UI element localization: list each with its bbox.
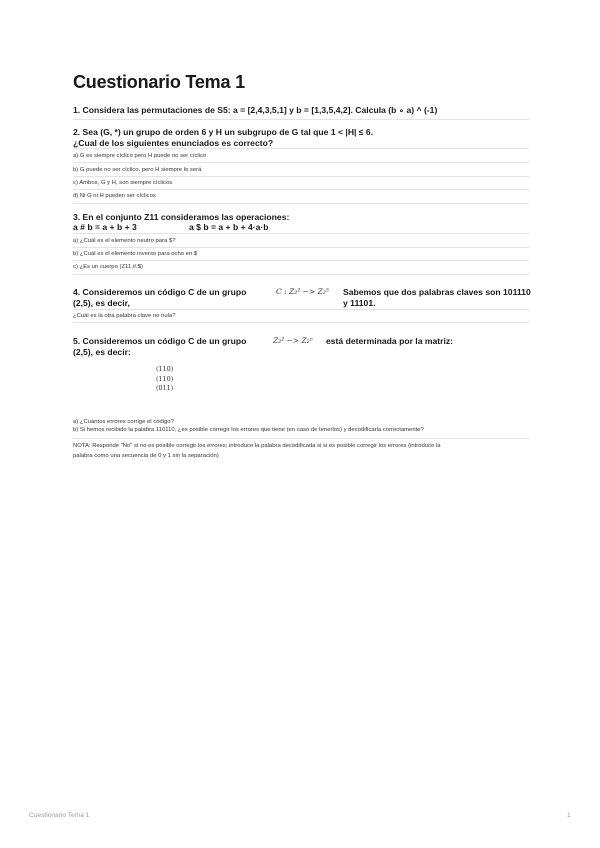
question-3-option-b: b) ¿Cuál es el elemento inverso para ocho en $ bbox=[73, 251, 198, 257]
divider bbox=[73, 189, 529, 190]
question-2-option-d: d) Ni G ni H pueden ser cíclicos bbox=[73, 193, 156, 199]
divider bbox=[73, 176, 529, 177]
question-3 bbox=[73, 212, 529, 223]
question-2-option-b: b) G puede no ser cíclico, pero H siempre lo será bbox=[73, 167, 202, 173]
question-5-left2: (2,5), es decir: bbox=[73, 346, 131, 357]
divider bbox=[73, 203, 529, 204]
question-1-number: 1 bbox=[73, 105, 78, 115]
divider bbox=[73, 233, 529, 234]
question-4-math: C : Z₂² −> Z₂⁵ bbox=[276, 287, 329, 296]
footer-page-number: 1 bbox=[567, 812, 571, 819]
divider bbox=[73, 438, 529, 439]
question-5-right1: está determinada por la matriz: bbox=[326, 336, 454, 346]
question-3-op2: a $ b = a + b + 4·a·b bbox=[189, 222, 269, 232]
question-5-number: 5 bbox=[73, 336, 78, 346]
question-3-option-a: a) ¿Cuál es el elemento neutro para $? bbox=[73, 238, 176, 244]
question-3-number: 3 bbox=[73, 212, 78, 222]
question-1-text: . Considera las permutaciones de S5: a = [2,4,3,5,1] y b = [1,3,5,4,2]. Calcula (b ∘ a) ^ (-1) bbox=[77, 105, 438, 115]
question-5-option-b: b) Si hemos recibido la palabra 110110, ¿es posible corregir los errores que tiene (en caso de tenerlos) y decodificarla correctamente? bbox=[73, 427, 424, 434]
page-title: Cuestionario Tema 1 bbox=[73, 72, 245, 92]
divider bbox=[73, 162, 529, 163]
question-3-op1: a # b = a + b + 3 bbox=[73, 222, 137, 232]
question-3-line1: . En el conjunto Z11 consideramos las operaciones: bbox=[77, 212, 290, 222]
divider bbox=[73, 322, 529, 323]
divider bbox=[73, 274, 529, 275]
question-4-left1: . Consideremos un código C de un grupo bbox=[77, 287, 247, 297]
question-4-right2: y 11101. bbox=[343, 297, 376, 308]
question-2 bbox=[73, 127, 529, 148]
question-2-line2: ¿Cual de los siguientes enunciados es correcto? bbox=[73, 137, 274, 148]
question-5-matrix bbox=[156, 365, 173, 394]
question-5-math: Z₂² −> Z₂ⁿ bbox=[273, 336, 313, 345]
question-2-option-a: a) G es siempre cíclico pero H puede no ser cíclico bbox=[73, 153, 207, 159]
question-5-options bbox=[73, 418, 424, 434]
footer-title: Cuestionario Tema 1 bbox=[29, 812, 90, 819]
question-4-question: ¿Cuál es la otra palabra clave no nula? bbox=[73, 313, 176, 319]
divider bbox=[73, 247, 529, 248]
divider bbox=[73, 309, 529, 310]
question-4-right bbox=[343, 287, 533, 308]
question-5-option-a: a) ¿Cuántos errores corrige el código? bbox=[73, 419, 174, 425]
divider bbox=[73, 119, 529, 120]
divider bbox=[73, 260, 529, 261]
question-5-left bbox=[73, 336, 263, 357]
question-4-left bbox=[73, 287, 263, 308]
question-5-note-line2: palabra como una secuencia de 0 y 1 sin la separación) bbox=[73, 452, 219, 459]
matrix-row: (110) bbox=[156, 374, 174, 383]
question-2-number: 2 bbox=[73, 127, 78, 137]
matrix-row: (011) bbox=[156, 384, 174, 392]
question-5-left1: . Consideremos un código C de un grupo bbox=[77, 336, 247, 346]
question-2-line1: . Sea (G, *) un grupo de orden 6 y H un subgrupo de G tal que 1 < |H| ≤ 6. bbox=[77, 127, 374, 137]
question-4-number: 4 bbox=[73, 287, 78, 297]
question-5-note bbox=[73, 442, 529, 461]
question-4-right1: Sabemos que dos palabras claves son 101110 bbox=[343, 287, 531, 297]
question-3-option-c: c) ¿Es un cuerpo (Z11,#,$) bbox=[73, 264, 143, 270]
question-1 bbox=[73, 105, 529, 116]
question-2-option-c: c) Ambos, G y H, son siempre cíclicos bbox=[73, 180, 173, 186]
question-5-note-line1: NOTA: Responde "No" si no es posible corregir los errores; introduce la palabra decodificada si si es posible corregir los errores (introduce la bbox=[73, 443, 441, 449]
divider bbox=[73, 148, 529, 149]
question-4-left2: (2,5), es decir, bbox=[73, 297, 130, 308]
matrix-row: (110) bbox=[156, 365, 174, 373]
